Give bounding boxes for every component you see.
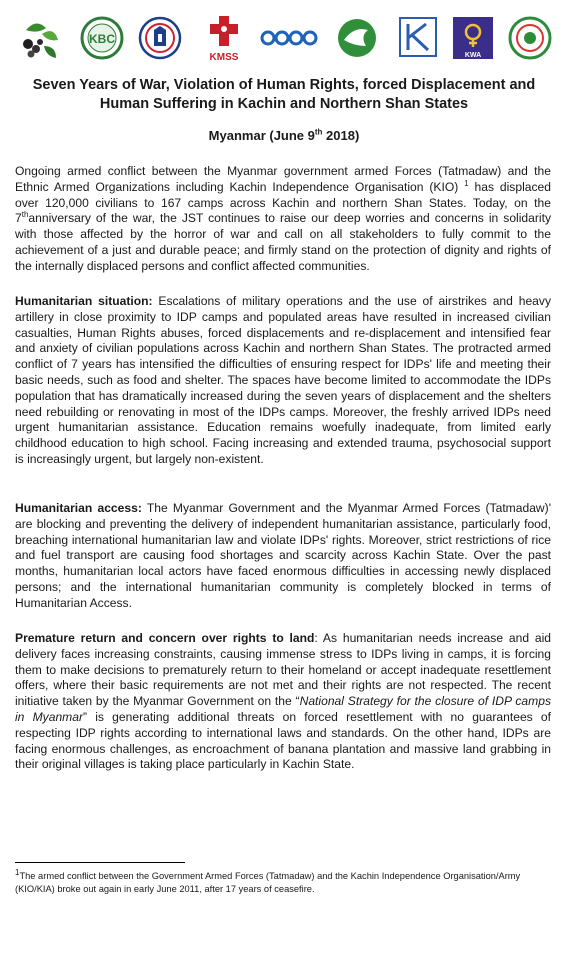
access-heading: Humanitarian access:: [15, 501, 142, 515]
blue-k-logo: [398, 16, 438, 60]
intro-b: has displaced over 120,000 civilians to 167 camps across Kachin and northern Shan States. Today, on the 7: [15, 179, 551, 226]
document-title: Seven Years of War, Violation of Human Rights, forced Displacement and Human Suffering in Kachin and Northern Shan States: [32, 77, 536, 112]
dateline-sup: th: [314, 127, 323, 137]
green-circle-logo: [508, 16, 552, 60]
dateline: [0, 128, 568, 143]
kmss-logo: [204, 16, 244, 62]
access-body: The Myanmar Government and the Myanmar Armed Forces (Tatmadaw)' are blocking and preventing the delivery of independent humanitarian assistance, particularly food, breaching international humanitarian law and violate IDPs' rights. Moreover, strict restrictions of rice and fuel transport are causing food shortages and scarcity across Kachin State. Over the past months, humanitarian local actors have faced enormous difficulties in accessing newly displaced persons; and the international humanitarian community is completely blocked in terms of Humanitarian Access.: [15, 501, 552, 610]
myanmar-script-logo: [260, 16, 318, 60]
kwa-logo-text: KWA: [464, 52, 482, 59]
footnote-text: The armed conflict between the Government Armed Forces (Tatmadaw) and the Kachin Independence Organisation/Army (KIO/KIA) broke out again in early June 2011, after 17 years of ceasefire.: [15, 871, 521, 894]
footnote-number: 1: [15, 867, 20, 877]
national-strategy-title: National Strategy for the closure of IDP camps in Myanmar: [15, 694, 552, 724]
premature-return-paragraph: [15, 631, 551, 773]
situation-body: Escalations of military operations and the use of airstrikes and heavy artillery in close proximity to IDP camps and populated areas have resulted in increased civilian casualties, Human Rights abuses, forced displacements and re-displacement and intensified fear and anxiety of civilian populations across Kachin and northern Shan States. The protracted armed conflict of 7 years has intensified the difficulties of ensuring respect for IDPs' life and meeting their basic needs, such as food and shelter. The spaces have become limited to accommodate the IDPs population that has dramatically increased during the seven years of displacement and the shelters need rebuilding or renovating in most of the IDPs camps. Moreover, the freshly arrived IDPs need urgent humanitarian assistance. Education remains woefully inadequate, from limited early childhood education to high school. Facing increasing and extended trauma, psychosocial support is increasingly urgent, but largely non-existent.: [15, 294, 551, 466]
intro-ordinal: th: [21, 210, 29, 220]
dateline-prefix: Myanmar (June 9: [208, 128, 315, 143]
return-body-b: ” is generating additional threats on forced resettlement with no guarantees of respecting IDP rights according to international laws and standards. On the other hand, IDPs are facing enormous challenges, as encroachment of banana plantation and massive land grabbing in their original villages is taking place particularly in Kachin State.: [15, 709, 551, 772]
leaf-cluster-logo: [16, 16, 62, 60]
intro-c: anniversary of the war, the JST continues to raise our deep worries and concerns in solidarity with those affected by the horror of war and call on all stakeholders to fully commit to the achievement of a just and durable peace; and firmly stand on the protection of dignity and rights of the internally displaced persons and conflict affected communities.: [15, 211, 551, 273]
kmss-logo-text: KMSS: [209, 52, 239, 62]
return-heading: Premature return and concern over rights to land: [15, 631, 315, 645]
dove-logo: [336, 16, 378, 60]
intro-footnote-ref: 1: [464, 178, 469, 188]
intro-paragraph: [15, 164, 551, 275]
humanitarian-access-paragraph: [15, 501, 551, 612]
dateline-suffix: 2018): [322, 128, 360, 143]
kbc-logo-text: KBC: [89, 32, 115, 46]
kbc-logo: [80, 16, 124, 60]
seal-logo: [138, 16, 182, 60]
intro-a: Ongoing armed conflict between the Myanmar government armed Forces (Tatmadaw) and the Ethnic Armed Organizations including Kachin Independence Organisation (KIO): [15, 164, 551, 194]
footnote-divider: [15, 862, 185, 863]
partner-logos: [14, 16, 554, 62]
footnote: [15, 867, 535, 896]
situation-heading: Humanitarian situation:: [15, 294, 153, 308]
return-body-a: : As humanitarian needs increase and aid delivery faces increasing constraints, causing immense stress to IDPs living in camps, it is forcing them to make decisions to prematurely return to their homeland or accept inadequate resettlement offers, where their basic requirements are not met and their rights are not respected. The recent initiative taken by the Myanmar Government on the “: [15, 631, 551, 709]
kwa-logo: [452, 16, 494, 60]
humanitarian-situation-paragraph: [15, 294, 551, 468]
